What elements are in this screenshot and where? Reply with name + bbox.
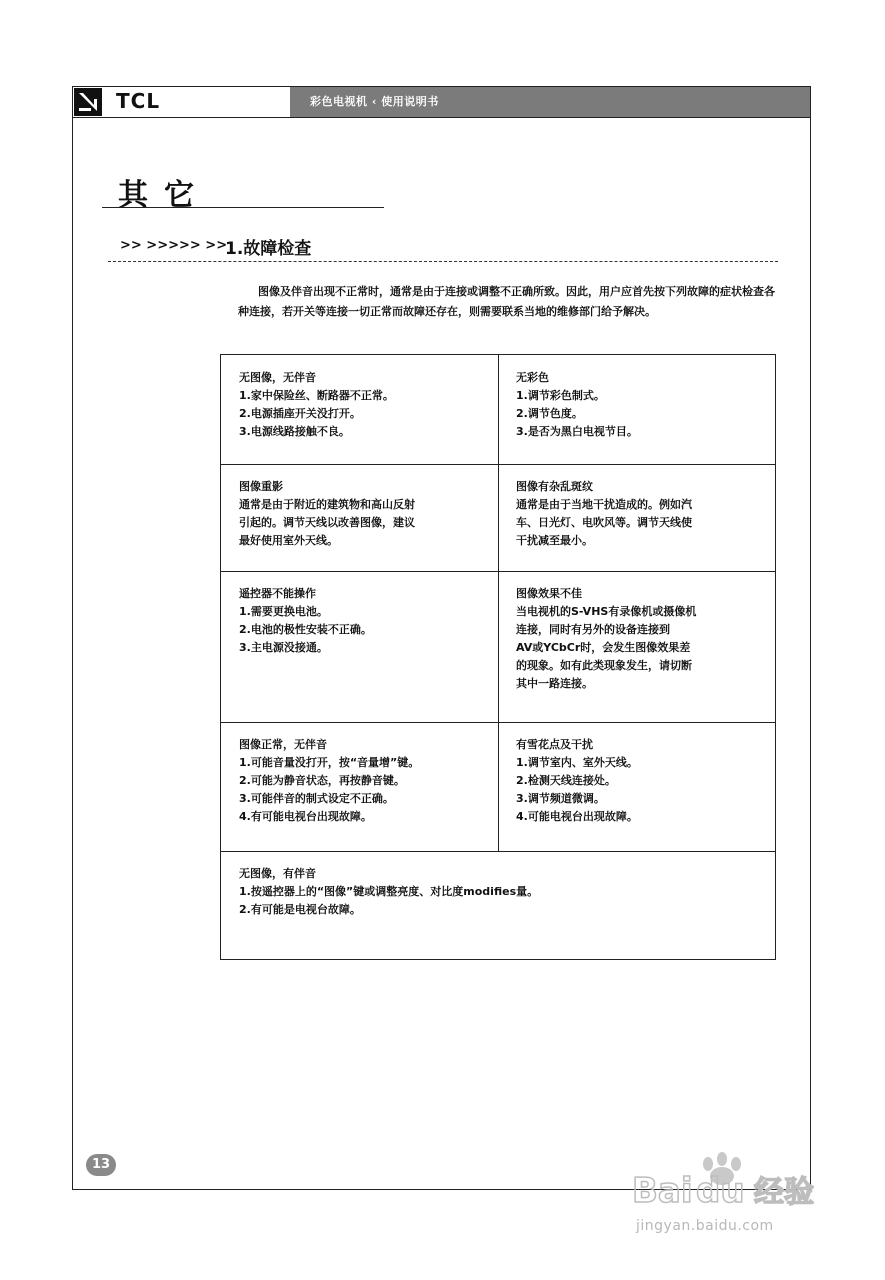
cell-line: 通常是由于附近的建筑物和高山反射 bbox=[239, 498, 415, 511]
cell-title: 图像正常，无伴音 bbox=[239, 738, 327, 751]
table-cell-remote-not-working bbox=[221, 571, 498, 722]
cell-title: 无图像，有伴音 bbox=[239, 867, 316, 880]
cell-line: 2.调节色度。 bbox=[516, 407, 583, 420]
table-cell-no-picture-with-sound bbox=[221, 851, 775, 959]
cell-line: 4.有可能电视台出现故障。 bbox=[239, 810, 372, 823]
cell-line: 1.调节彩色制式。 bbox=[516, 389, 605, 402]
baidu-watermark-logo bbox=[628, 1150, 833, 1210]
cell-line: 1.可能音量没打开，按“音量增”键。 bbox=[239, 756, 420, 769]
cell-title: 无彩色 bbox=[516, 371, 549, 384]
watermark-url: jingyan.baidu.com bbox=[636, 1218, 774, 1234]
table-cell-interference-stripes bbox=[498, 464, 775, 571]
cell-line: AV或YCbCr时，会发生图像效果差 bbox=[516, 641, 691, 654]
table-cell-no-color bbox=[498, 355, 775, 464]
cell-line: 当电视机的S-VHS有录像机或摄像机 bbox=[516, 605, 697, 618]
cell-title: 图像有杂乱斑纹 bbox=[516, 480, 593, 493]
section-title-rule bbox=[102, 207, 384, 208]
cell-line: 其中一路连接。 bbox=[516, 677, 593, 690]
cell-title: 图像重影 bbox=[239, 480, 283, 493]
table-cell-snow-interference bbox=[498, 722, 775, 851]
cell-line: 1.按遥控器上的“图像”键或调整亮度、对比度modifies量。 bbox=[239, 885, 539, 898]
cell-line: 连接，同时有另外的设备连接到 bbox=[516, 623, 670, 636]
cell-line: 2.有可能是电视台故障。 bbox=[239, 903, 361, 916]
cell-title: 图像效果不佳 bbox=[516, 587, 582, 600]
cell-line: 干扰减至最小。 bbox=[516, 534, 593, 547]
cell-line: 3.可能伴音的制式设定不正确。 bbox=[239, 792, 394, 805]
cell-line: 2.电池的极性安装不正确。 bbox=[239, 623, 372, 636]
cell-line: 1.调节室内、室外天线。 bbox=[516, 756, 638, 769]
cell-line: 4.可能电视台出现故障。 bbox=[516, 810, 638, 823]
table-cell-ghosting bbox=[221, 464, 498, 571]
tcl-logo-icon bbox=[74, 88, 102, 116]
troubleshooting-table bbox=[220, 354, 776, 960]
cell-line: 最好使用室外天线。 bbox=[239, 534, 338, 547]
svg-text:经验: 经验 bbox=[754, 1175, 814, 1210]
cell-line: 3.主电源没接通。 bbox=[239, 641, 328, 654]
cell-line: 3.电源线路接触不良。 bbox=[239, 425, 350, 438]
cell-line: 1.家中保险丝、断路器不正常。 bbox=[239, 389, 394, 402]
table-cell-no-picture-no-sound bbox=[221, 355, 498, 464]
table-cell-picture-ok-no-sound bbox=[221, 722, 498, 851]
table-cell-poor-picture bbox=[498, 571, 775, 722]
cell-line: 车、日光灯、电吹风等。调节天线使 bbox=[516, 516, 692, 529]
page-number: 13 bbox=[86, 1154, 116, 1176]
cell-title: 有雪花点及干扰 bbox=[516, 738, 593, 751]
cell-line: 1.需要更换电池。 bbox=[239, 605, 328, 618]
subheading: 1.故障检查 bbox=[225, 239, 312, 259]
cell-line: 3.是否为黑白电视节目。 bbox=[516, 425, 638, 438]
subheading-arrows: >> >>>>> >> bbox=[120, 238, 228, 253]
cell-line: 2.电源插座开关没打开。 bbox=[239, 407, 361, 420]
svg-text:du: du bbox=[696, 1171, 745, 1210]
cell-line: 通常是由于当地干扰造成的。例如汽 bbox=[516, 498, 692, 511]
cell-line: 2.可能为静音状态，再按静音键。 bbox=[239, 774, 405, 787]
header-title: 彩色电视机 ‹ 使用说明书 bbox=[310, 95, 439, 108]
cell-title: 遥控器不能操作 bbox=[239, 587, 316, 600]
brand-name: TCL bbox=[116, 89, 161, 113]
cell-line: 的现象。如有此类现象发生，请切断 bbox=[516, 659, 692, 672]
intro-paragraph: 图像及伴音出现不正常时，通常是由于连接或调整不正确所致。因此，用户应首先按下列故障的症状检查各种连接，若开关等连接一切正常而故障还存在，则需要联系当地的维修部门给予解决。 bbox=[238, 285, 775, 318]
cell-line: 2.检测天线连接处。 bbox=[516, 774, 616, 787]
cell-line: 引起的。调节天线以改善图像，建议 bbox=[239, 516, 415, 529]
subheading-rule bbox=[108, 261, 778, 262]
section-title: 其它 bbox=[118, 178, 210, 213]
svg-text:Bai: Bai bbox=[632, 1171, 693, 1210]
cell-line: 3.调节频道微调。 bbox=[516, 792, 605, 805]
cell-title: 无图像，无伴音 bbox=[239, 371, 316, 384]
